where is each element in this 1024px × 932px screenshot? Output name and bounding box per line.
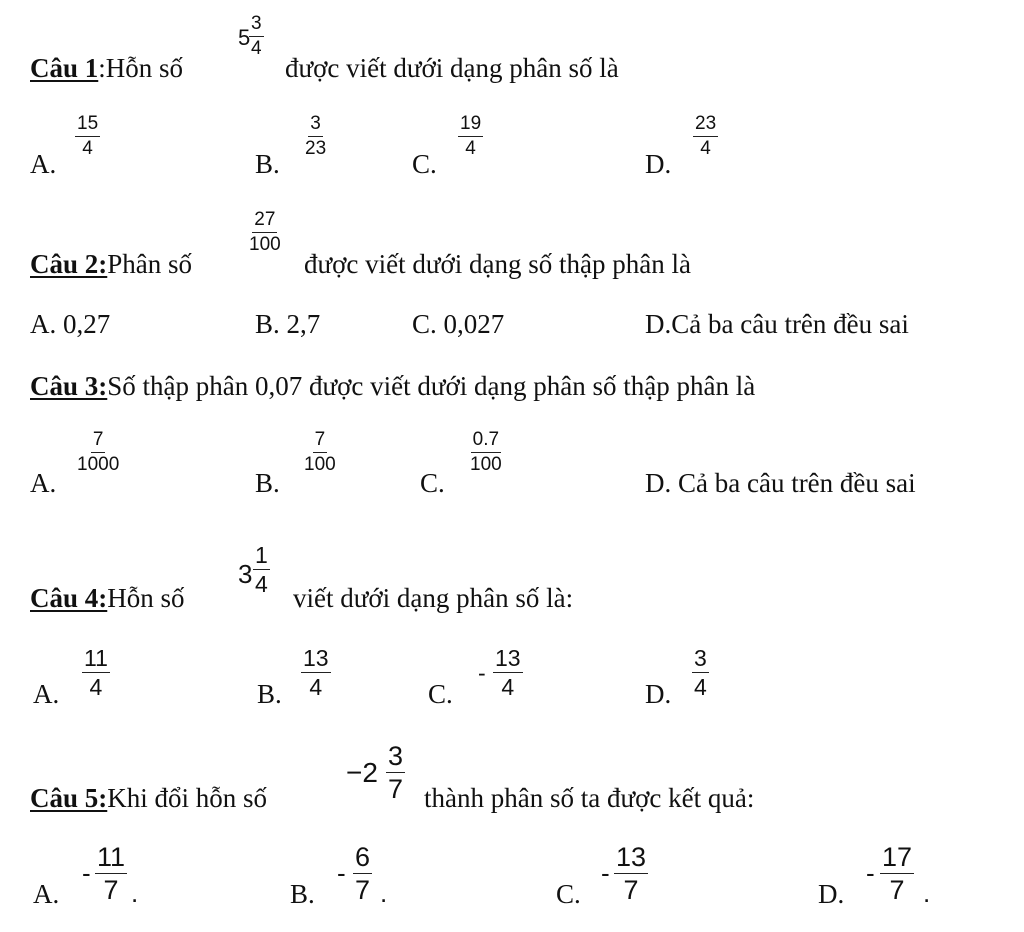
denominator: 4	[309, 674, 323, 701]
numerator: 13	[493, 646, 523, 673]
option-3a-letter[interactable]: A.	[30, 468, 57, 498]
question-2-prompt	[30, 251, 192, 278]
option-3c-fraction[interactable]	[468, 430, 504, 475]
option-5b-sign: -	[337, 858, 346, 888]
option-5c-sign: -	[601, 858, 610, 888]
question-2-fraction	[247, 210, 283, 255]
option-5b-letter[interactable]: B.	[290, 879, 315, 909]
question-2-pre-text: Phân số	[107, 249, 193, 279]
option-3b-fraction[interactable]	[302, 430, 338, 475]
option-1b-letter[interactable]: B.	[255, 149, 280, 179]
numerator: 3	[249, 14, 264, 37]
numerator: 6	[353, 843, 372, 874]
option-1b-fraction[interactable]	[303, 114, 328, 159]
question-1-mixed-whole: 5	[238, 25, 251, 50]
numerator: 11	[95, 843, 127, 874]
question-5-pre-text: Khi đổi hỗn số	[107, 783, 268, 813]
denominator: 4	[465, 137, 476, 159]
option-2b[interactable]: B. 2,7	[255, 309, 321, 339]
question-4-label: Câu 4:	[30, 583, 108, 613]
numerator: 27	[252, 210, 277, 233]
numerator: 17	[880, 843, 914, 874]
question-1-pre-text: Hỗn số	[105, 53, 184, 83]
denominator: 100	[249, 233, 281, 255]
question-1-separator: :	[98, 53, 106, 83]
numerator: 3	[308, 114, 323, 137]
numerator: 7	[91, 430, 106, 453]
numerator: 23	[693, 114, 718, 137]
denominator: 4	[694, 674, 707, 701]
question-1-post-text: được viết dưới dạng phân số là	[285, 53, 619, 83]
option-5b-tail: .	[380, 878, 388, 908]
question-4-mixed-fraction	[253, 543, 270, 596]
question-1-label: Câu 1	[30, 53, 99, 83]
option-4b-fraction[interactable]	[301, 646, 331, 699]
question-2-label: Câu 2:	[30, 249, 108, 279]
denominator: 100	[304, 453, 336, 475]
question-3-text: Số thập phân 0,07 được viết dưới dạng phân số thập phân là	[107, 371, 756, 401]
denominator: 7	[388, 774, 404, 805]
denominator: 7	[355, 875, 371, 906]
option-1a-fraction[interactable]	[75, 114, 100, 159]
option-5d-fraction[interactable]	[880, 843, 914, 905]
question-5-mixed-fraction	[386, 742, 405, 804]
option-4c-letter[interactable]: C.	[428, 679, 453, 709]
option-5d-sign: -	[866, 858, 875, 888]
question-5-post-text: thành phân số ta được kết quả:	[424, 783, 755, 813]
option-4c-sign: -	[478, 660, 486, 686]
option-1c-letter[interactable]: C.	[412, 149, 437, 179]
option-5a-fraction[interactable]	[95, 843, 127, 905]
option-4a-fraction[interactable]	[82, 646, 110, 699]
option-2d[interactable]: D.Cả ba câu trên đều sai	[645, 309, 909, 339]
numerator: 1	[253, 543, 270, 570]
option-1c-fraction[interactable]	[458, 114, 483, 159]
option-5c-fraction[interactable]	[614, 843, 648, 905]
denominator: 4	[255, 571, 268, 598]
question-3-label: Câu 3:	[30, 371, 108, 401]
option-4a-letter[interactable]: A.	[33, 679, 60, 709]
question-5-mixed-whole: −2	[346, 757, 378, 788]
denominator: 7	[103, 875, 119, 906]
option-5c-letter[interactable]: C.	[556, 879, 581, 909]
option-5a-letter[interactable]: A.	[33, 879, 60, 909]
numerator: 7	[313, 430, 328, 453]
question-5-label: Câu 5:	[30, 783, 108, 813]
question-5-prompt	[30, 785, 267, 812]
numerator: 3	[386, 742, 405, 773]
numerator: 0.7	[471, 430, 501, 453]
denominator: 4	[251, 37, 262, 59]
option-2c[interactable]: C. 0,027	[412, 309, 505, 339]
option-3a-fraction[interactable]	[75, 430, 121, 475]
option-5d-letter[interactable]: D.	[818, 879, 845, 909]
option-4c-fraction[interactable]	[493, 646, 523, 699]
option-3b-letter[interactable]: B.	[255, 468, 280, 498]
question-1-mixed-fraction	[249, 14, 264, 59]
denominator: 1000	[77, 453, 120, 475]
option-2a[interactable]: A. 0,27	[30, 309, 111, 339]
numerator: 13	[301, 646, 331, 673]
denominator: 100	[470, 453, 502, 475]
option-3d-text: Cả ba câu trên đều sai	[678, 468, 916, 498]
denominator: 23	[305, 137, 327, 159]
option-3d[interactable]	[645, 470, 916, 497]
option-5a-tail: .	[131, 878, 139, 908]
option-1d-fraction[interactable]	[693, 114, 718, 159]
question-3-prompt	[30, 373, 755, 400]
question-4-pre-text: Hỗn số	[107, 583, 185, 613]
denominator: 7	[623, 875, 639, 906]
option-3d-letter: D.	[645, 468, 672, 498]
option-4d-letter[interactable]: D.	[645, 679, 672, 709]
question-4-mixed-whole: 3	[238, 559, 253, 589]
question-2-post-text: được viết dưới dạng số thập phân là	[304, 249, 691, 279]
question-1-prompt	[30, 55, 183, 82]
numerator: 3	[692, 646, 709, 673]
option-4b-letter[interactable]: B.	[257, 679, 282, 709]
denominator: 4	[89, 674, 103, 701]
numerator: 11	[82, 646, 110, 673]
denominator: 4	[700, 137, 711, 159]
denominator: 4	[501, 674, 515, 701]
option-3c-letter[interactable]: C.	[420, 468, 445, 498]
numerator: 15	[75, 114, 100, 137]
option-1a-letter[interactable]: A.	[30, 149, 57, 179]
option-1d-letter[interactable]: D.	[645, 149, 672, 179]
option-5b-fraction[interactable]	[353, 843, 372, 905]
question-4-post-text: viết dưới dạng phân số là:	[293, 583, 574, 613]
denominator: 4	[82, 137, 93, 159]
option-5d-tail: .	[923, 878, 931, 908]
numerator: 19	[458, 114, 483, 137]
option-5a-sign: -	[82, 858, 91, 888]
option-4d-fraction[interactable]	[692, 646, 709, 699]
numerator: 13	[614, 843, 648, 874]
question-4-prompt	[30, 585, 185, 612]
denominator: 7	[889, 875, 905, 906]
